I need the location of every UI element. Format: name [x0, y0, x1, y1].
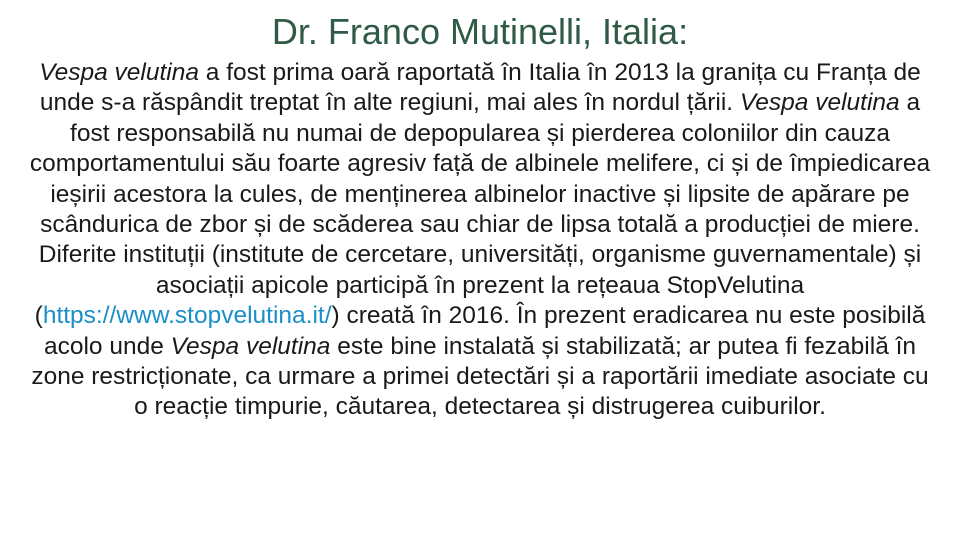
body-text-segment-3: ) creată în 2016. În prezent eradicarea nu este posibilă acolo unde: [43, 302, 926, 360]
stopvelutina-link[interactable]: https://www.stopvelutina.it/: [42, 302, 332, 330]
body-text-segment-2: a fost responsabilă nu numai de depopularea și pierderea coloniilor din cauza comportamentului său foarte agresiv față de albinele melifere, ci și de împiedicarea ieșirii acestora la cules, de menținerea albinelor inactive și lipsite de apărare pe scândurica de zbor și de scăderea sau chiar de lipsa totală a producției de miere. Diferite instituții (institute de cercetare, universități, organisme guvernamentale) și asociații apicole participă în prezent la rețeaua StopVelutina (: [29, 89, 931, 330]
body-text-segment-4: este bine instalată și stabilizată; ar putea fi fezabilă în zone restricționate, ca urmare a primei detectări și a raportării imediate asociate cu o reacție timpurie, căutarea, detectarea și distrugerea cuiburilor.: [31, 332, 929, 421]
slide-body-paragraph: [22, 58, 938, 423]
body-text-segment-1: a fost prima oară raportată în Italia în 2013 la granița cu Franța de unde s-a răspândit treptat în alte regiuni, mai ales în nordul țării.: [39, 59, 921, 117]
species-name-3: Vespa velutina: [170, 332, 331, 360]
species-name-1: Vespa velutina: [39, 59, 199, 86]
slide-title: Dr. Franco Mutinelli, Italia:: [271, 11, 689, 52]
species-name-2: Vespa velutina: [739, 89, 900, 117]
